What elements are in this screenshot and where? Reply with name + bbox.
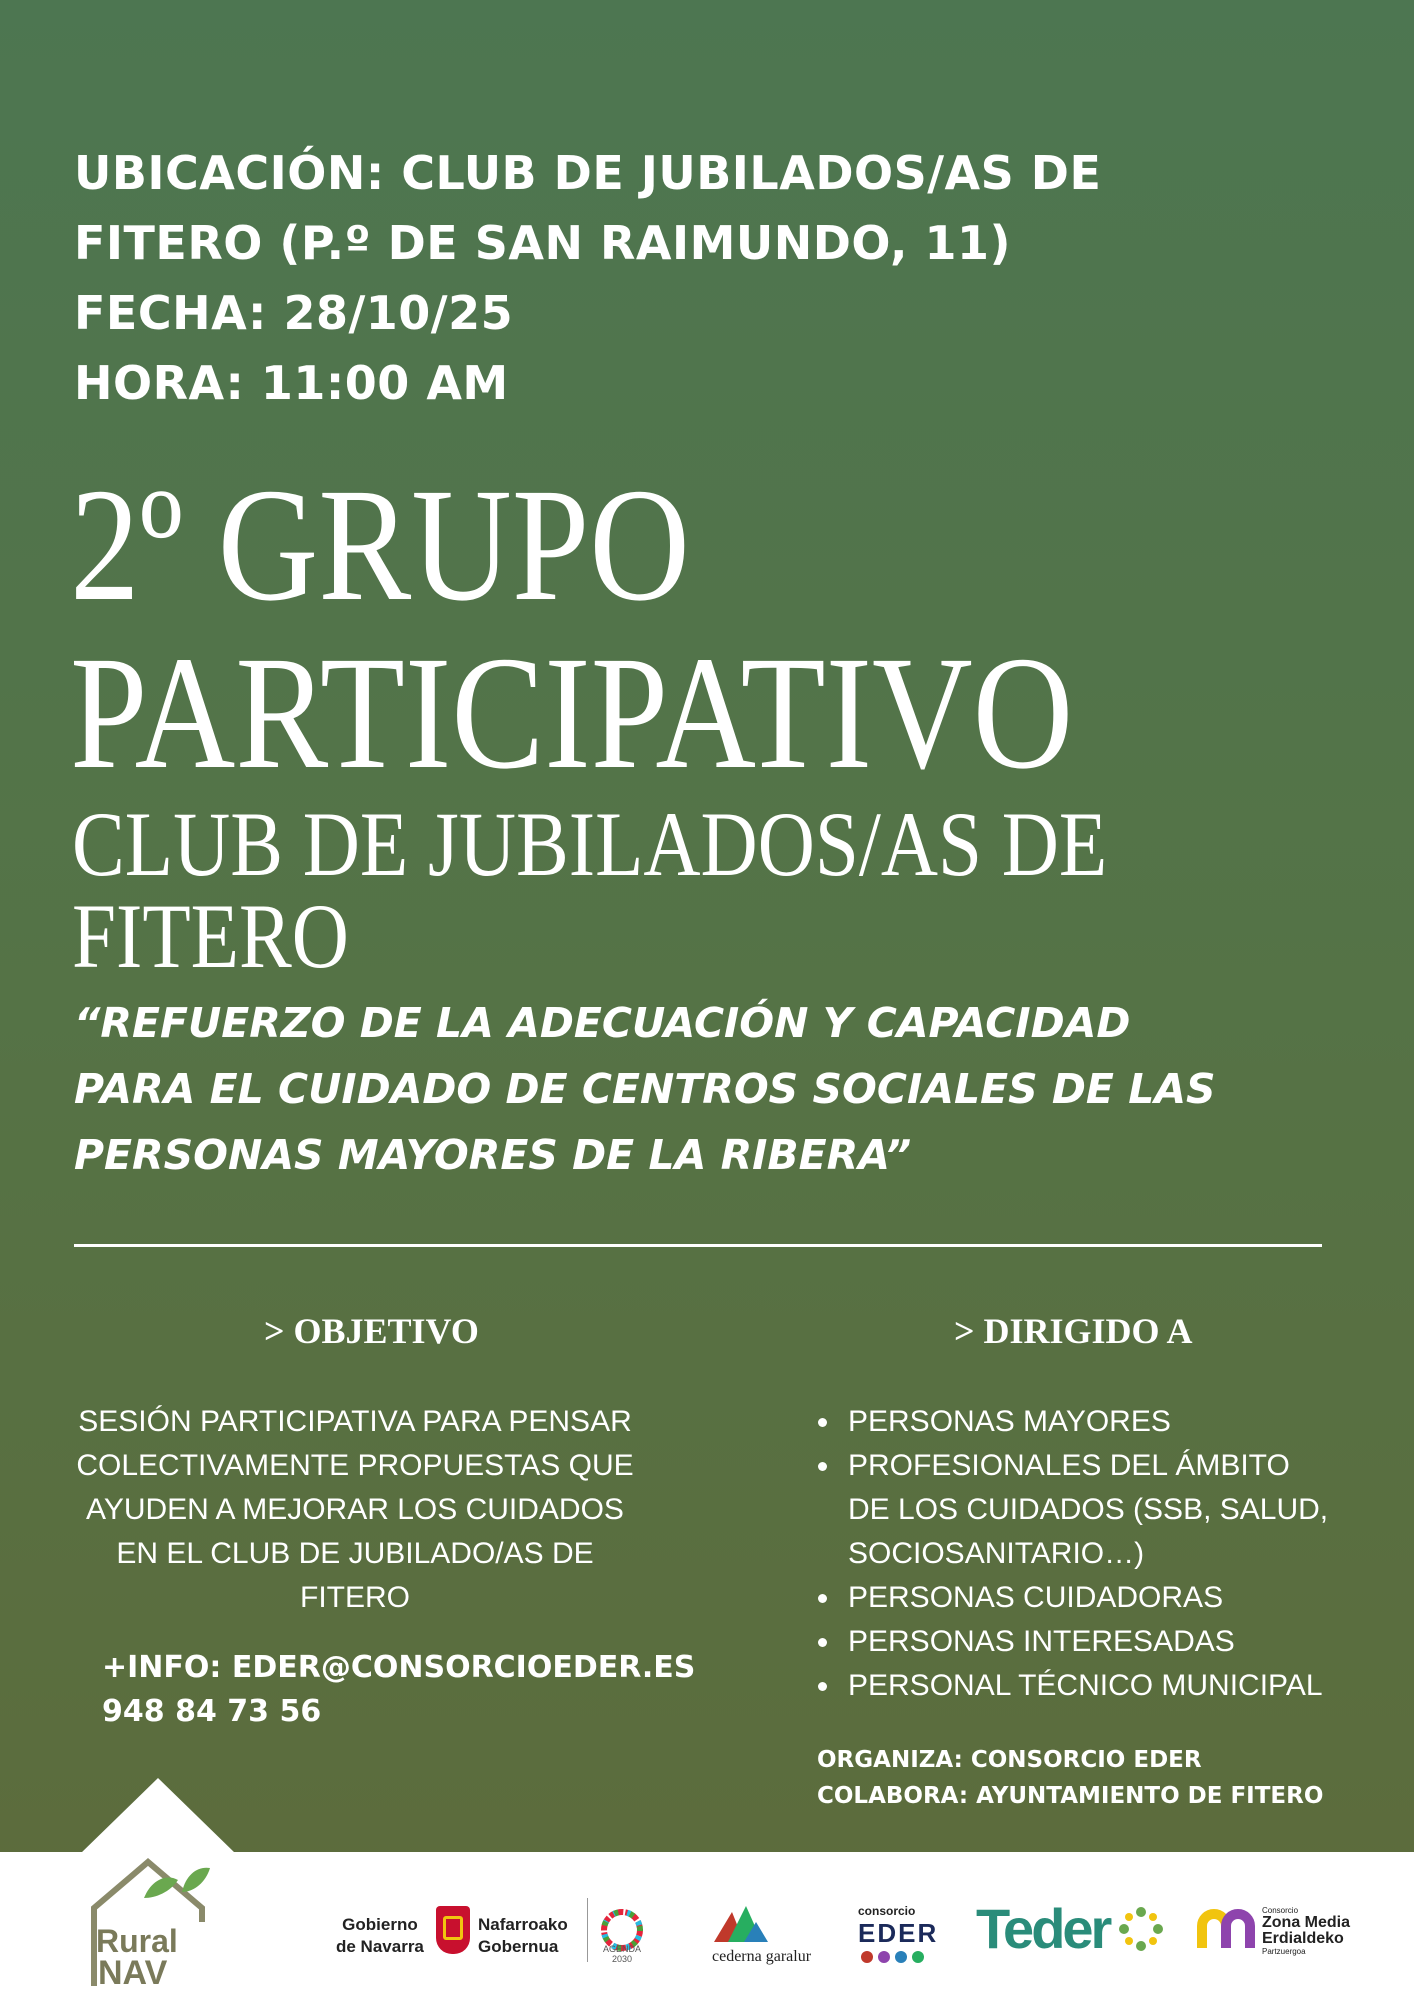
objective-line: EN EL CLUB DE JUBILADO/AS DE [116, 1537, 594, 1570]
objective-line: FITERO [300, 1581, 410, 1614]
quote-line-1: “REFUERZO DE LA ADECUACIÓN Y CAPACIDAD [74, 999, 1131, 1047]
ruralnav-logo [86, 1852, 216, 1990]
eder-dots-icon [860, 1950, 934, 1964]
logo-separator [587, 1898, 588, 1962]
organizer: ORGANIZA: CONSORCIO EDER [817, 1747, 1202, 1773]
ruralnav-text-2: NAV [98, 1954, 168, 1990]
section-divider [74, 1244, 1322, 1247]
objective-line: COLECTIVAMENTE PROPUESTAS QUE [76, 1449, 634, 1482]
event-date: FECHA: 28/10/25 [74, 286, 514, 340]
audience-item: PERSONAS INTERESADAS [812, 1620, 1328, 1664]
poster-title [70, 456, 1074, 803]
subtitle-line-2: FITERO [72, 885, 349, 987]
audience-item-continued: DE LOS CUIDADOS (SSB, SALUD, [848, 1493, 1329, 1526]
ruralnav-roof-shape [80, 1778, 236, 1854]
teder-text: Teder [976, 1897, 1110, 1960]
gobierno-line: de Navarra [336, 1937, 424, 1956]
audience-item: PROFESIONALES DEL ÁMBITO [812, 1444, 1328, 1488]
teder-flower-icon [1116, 1904, 1166, 1954]
eder-consorcio-text: consorcio [858, 1904, 916, 1918]
subtitle-line-1: CLUB DE JUBILADOS/AS DE [72, 793, 1108, 895]
credits [817, 1742, 1323, 1814]
zona-media-icon [1196, 1906, 1258, 1952]
zona-media-line: Erdialdeko [1262, 1930, 1344, 1947]
collaborator: COLABORA: AYUNTAMIENTO DE FITERO [817, 1783, 1324, 1809]
nafarroako-gobernua-text [478, 1914, 568, 1958]
gobierno-line: Gobierno [342, 1915, 418, 1934]
location-line-1: UBICACIÓN: CLUB DE JUBILADOS/AS DE [74, 146, 1102, 200]
title-line-2: PARTICIPATIVO [70, 624, 1074, 803]
audience-item: PERSONAL TÉCNICO MUNICIPAL [812, 1664, 1328, 1708]
location-line-2: FITERO (P.º DE SAN RAIMUNDO, 11) [74, 216, 1012, 270]
nafarroako-line: Nafarroako [478, 1915, 568, 1934]
eder-text: EDER [858, 1918, 939, 1948]
audience-item-continued: SOCIOSANITARIO…) [848, 1537, 1145, 1570]
contact-phone[interactable]: 948 84 73 56 [102, 1694, 322, 1729]
quote-line-2: PARA EL CUIDADO DE CENTROS SOCIALES DE LAS [74, 1065, 1216, 1113]
zona-media-line: Partzuergoa [1262, 1947, 1306, 1956]
agenda-2030-text [597, 1944, 647, 1964]
title-line-1: 2º GRUPO [70, 456, 690, 635]
poster-subtitle [72, 793, 1108, 987]
quote-line-3: PERSONAS MAYORES DE LA RIBERA” [74, 1131, 912, 1179]
zona-media-line: Consorcio [1262, 1906, 1299, 1915]
objective-line: SESIÓN PARTICIPATIVA PARA PENSAR [78, 1405, 632, 1438]
audience-item: PERSONAS MAYORES [812, 1400, 1328, 1444]
cederna-mountain-icon [710, 1902, 770, 1944]
zona-media-text [1262, 1906, 1350, 1956]
event-info [74, 138, 1101, 418]
agenda-line: 2030 [611, 1954, 633, 1964]
audience-list [812, 1400, 1328, 1708]
gobierno-navarra-text [336, 1914, 424, 1958]
nafarroako-line: Gobernua [478, 1937, 559, 1956]
objective-description [70, 1400, 640, 1620]
zona-media-line: Zona Media [1262, 1914, 1351, 1931]
project-quote [74, 990, 1216, 1188]
event-time: HORA: 11:00 AM [74, 356, 509, 410]
cederna-text: cederna garalur [712, 1948, 812, 1965]
objective-line: AYUDEN A MEJORAR LOS CUIDADOS [86, 1493, 624, 1526]
audience-item: PERSONAS CUIDADORAS [812, 1576, 1328, 1620]
objective-heading: > OBJETIVO [264, 1311, 479, 1351]
agenda-line: AGENDA [602, 1944, 641, 1954]
contact-email[interactable]: +INFO: EDER@CONSORCIOEDER.ES [102, 1650, 696, 1685]
navarra-shield-icon [436, 1906, 470, 1954]
audience-heading: > DIRIGIDO A [954, 1311, 1193, 1351]
ruralnav-text-1: Rural [96, 1923, 178, 1959]
contact-info [102, 1646, 695, 1734]
